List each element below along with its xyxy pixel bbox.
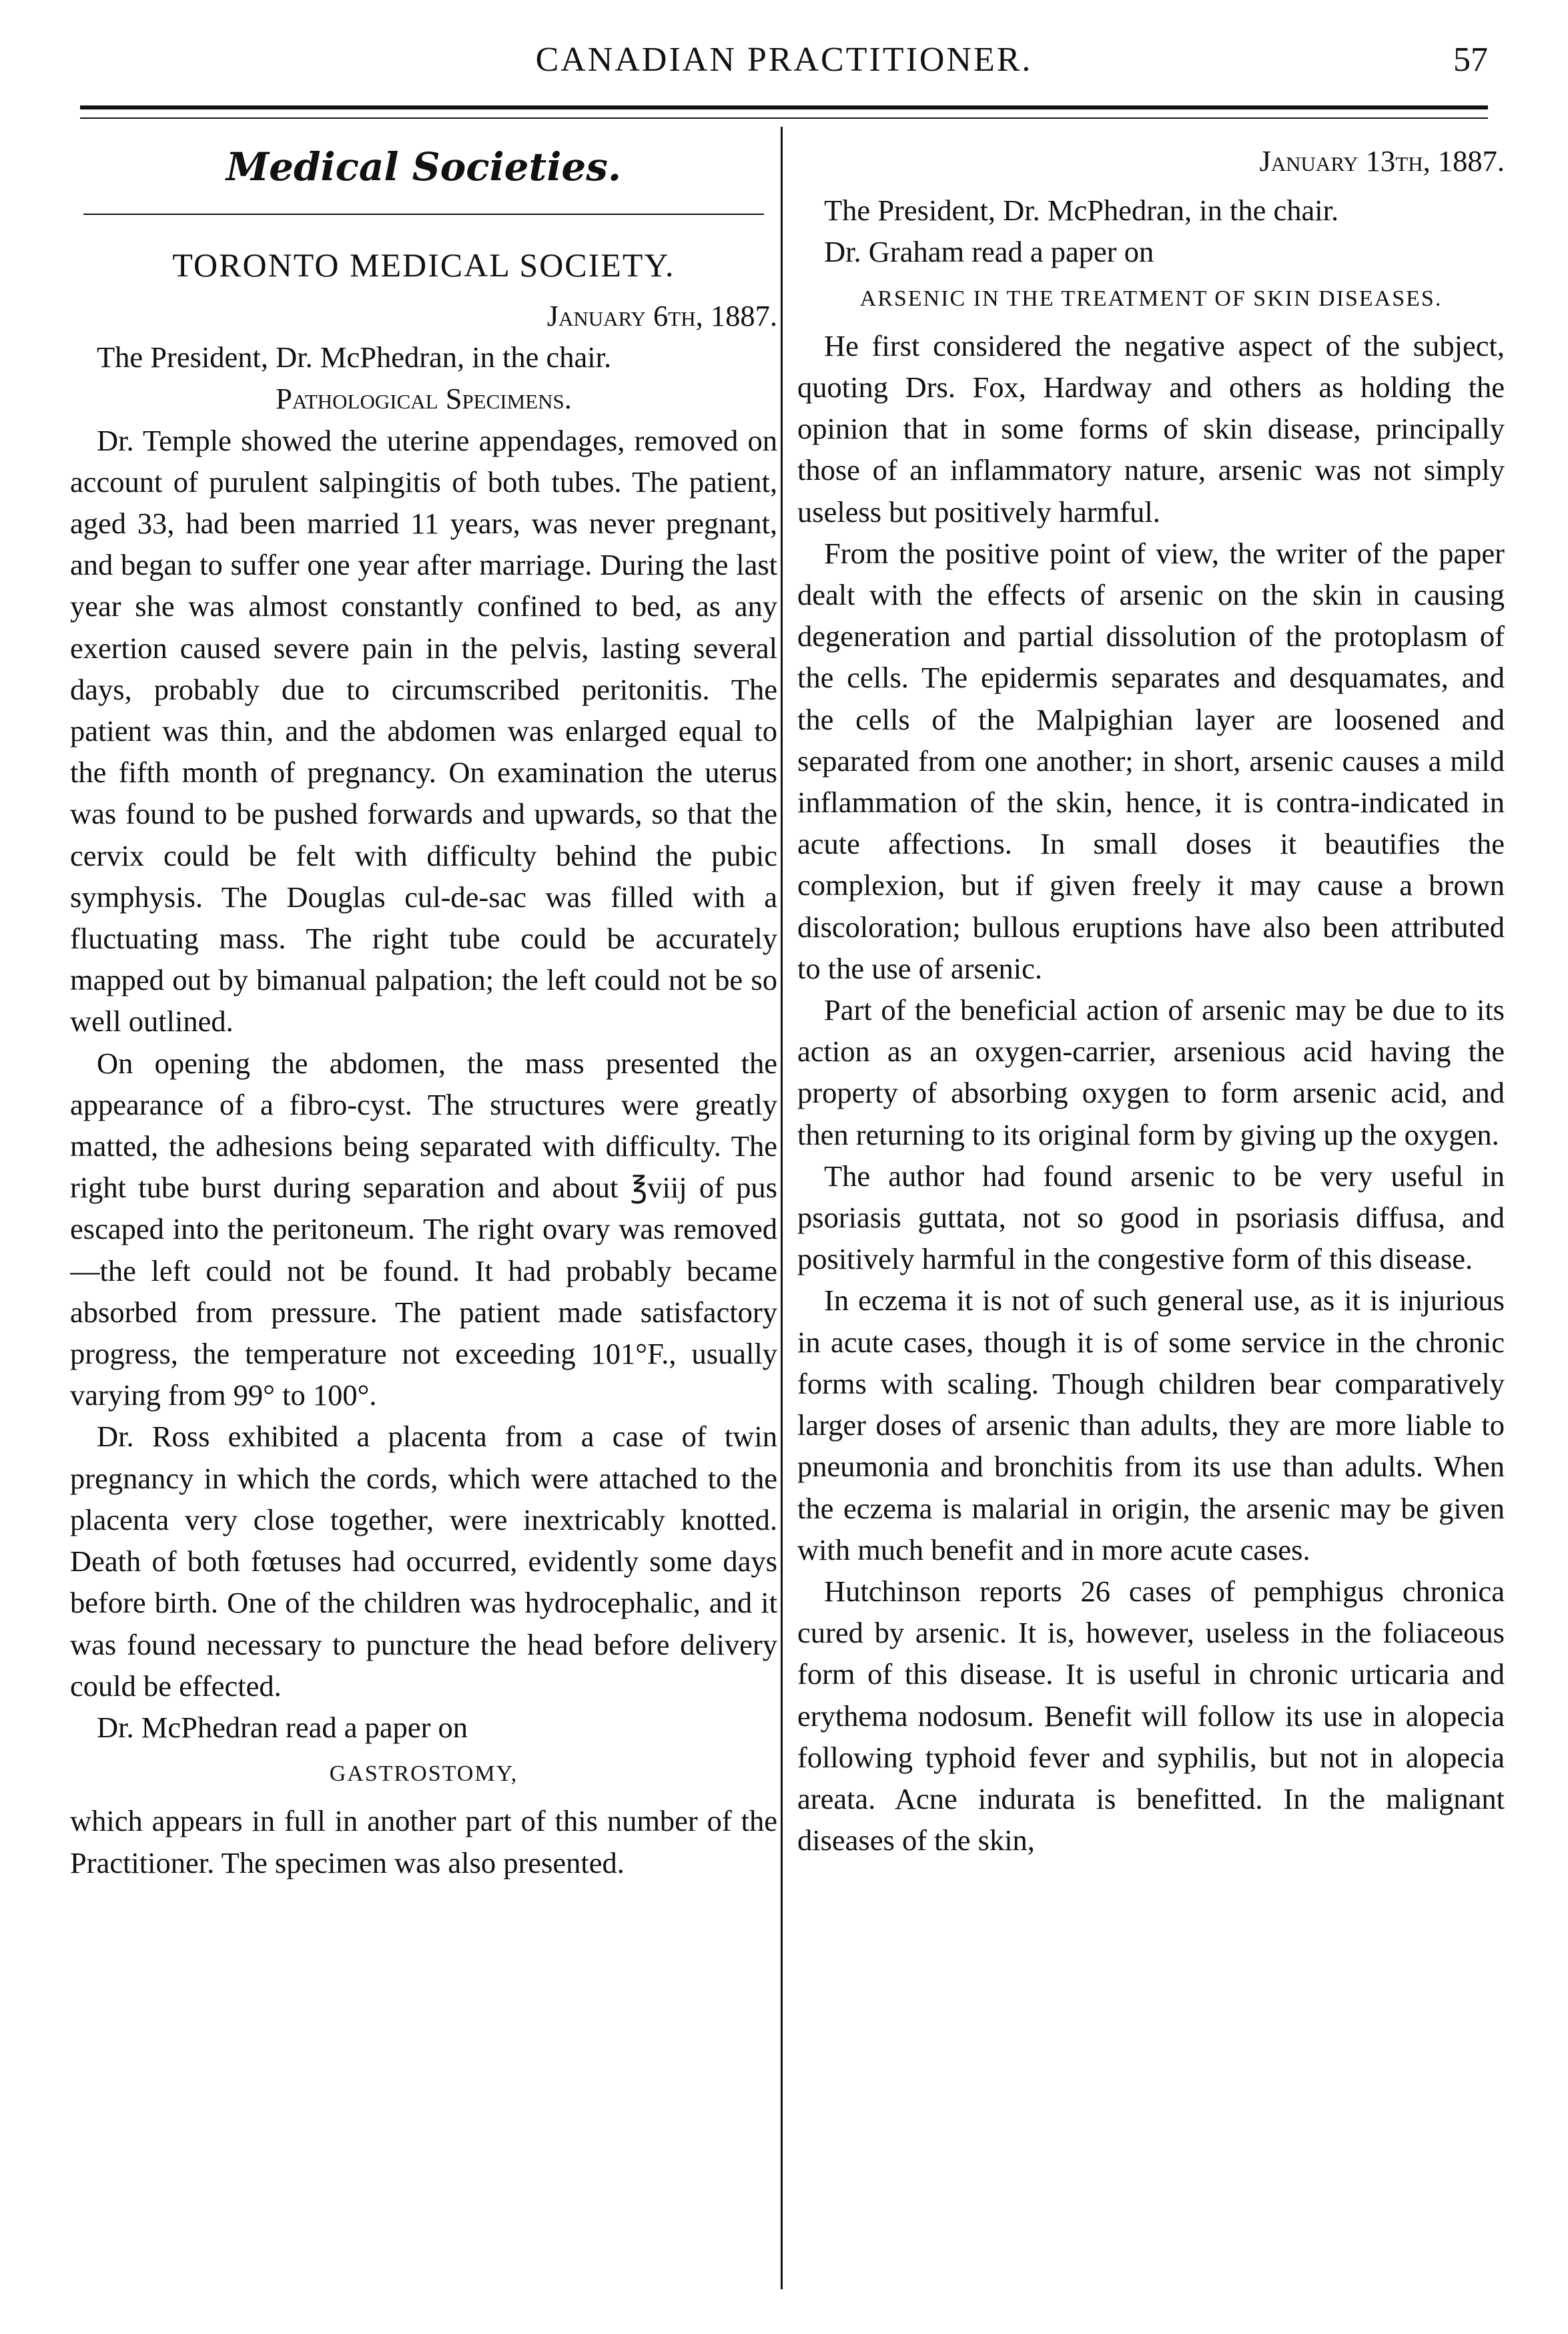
header-rule-thick	[80, 105, 1488, 109]
column-divider	[781, 127, 783, 2289]
header-rule-thin	[80, 117, 1488, 119]
paragraph-hutchinson: Hutchinson reports 26 cases of pemphigus chronica cured by arsenic. It is, however, useless in the foliaceous form of this disease. It is useful in chronic urticaria and erythema nodosum. Benefit will follow its use in alopecia following typhoid fever and syphilis, but not in alopecia areata. Acne indurata is benefitted. In the malignant diseases of the skin,	[797, 1574, 1505, 1857]
paragraph-mcphedran: Dr. McPhedran read a paper on	[97, 1710, 468, 1744]
left-column	[70, 140, 777, 2303]
page-header	[80, 20, 1488, 93]
chair-line-2: The President, Dr. McPhedran, in the chair.	[824, 194, 1339, 228]
paragraph-psoriasis: The author had found arsenic to be very useful in psoriasis guttata, not so good in psoriasis diffusa, and positively harmful in the congestive form of this disease.	[797, 1159, 1505, 1276]
society-title: TORONTO MEDICAL SOCIETY.	[172, 246, 675, 284]
meeting-date-1: January 6th, 1887.	[546, 299, 777, 332]
page-number: 57	[1453, 41, 1488, 79]
pathological-heading: Pathological Specimens.	[276, 382, 572, 416]
gastrostomy-heading: GASTROSTOMY,	[329, 1761, 518, 1787]
graham-line: Dr. Graham read a paper on	[824, 235, 1154, 269]
paragraph-ross: Dr. Ross exhibited a placenta from a case of twin pregnancy in which the cords, which were attached to the placenta very close together, were inextricably knotted. Death of both fœtuses had occurred, evidently some days before birth. One of the children was hydrocephalic, and it was found necessary to puncture the head before delivery could be effected.	[70, 1420, 777, 1703]
paragraph-temple: Dr. Temple showed the uterine appendages, removed on account of purulent salpingitis of both tubes. The patient, aged 33, had been married 11 years, was never pregnant, and began to suffer one year after marriage. During the last year she was almost constantly confined to bed, as any exertion caused severe pain in the pelvis, lasting several days, probably due to circumscribed peritonitis. The patient was thin, and the abdomen was enlarged equal to the fifth month of pregnancy. On examination the uterus was found to be pushed forwards and upwards, so that the cervix could be felt with difficulty behind the pubic symphysis. The Douglas cul-de-sac was filled with a fluctuating mass. The right tube could be accurately mapped out by bimanual palpation; the left could not be so well outlined.	[70, 423, 777, 1039]
chair-line-1: The President, Dr. McPhedran, in the chair.	[97, 340, 612, 374]
right-column	[797, 140, 1505, 2303]
section-rule	[83, 214, 764, 215]
paragraph-operation: On opening the abdomen, the mass presented the appearance of a fibro-cyst. The structures were greatly matted, the adhesions being separated with difficulty. The right tube burst during separation and about ℥viij of pus escaped into the peritoneum. The right ovary was removed—the left could not be found. It had probably became absorbed from pressure. The patient made satisfactory progress, the temperature not exceeding 101°F., usually varying from 99° to 100°.	[70, 1046, 777, 1412]
section-title: Medical Societies.	[226, 144, 622, 190]
paragraph-oxygen-carrier: Part of the beneficial action of arsenic may be due to its action as an oxygen-carrier, arsenious acid having the property of absorbing oxygen to form arsenic acid, and then returning to its original form by giving up the oxygen.	[797, 993, 1505, 1151]
paragraph-positive-view: From the positive point of view, the writer of the paper dealt with the effects of arsenic on the skin in causing degeneration and partial dissolution of the protoplasm of the cells. The epidermis separates and desquamates, and the cells of the Malpighian layer are loosened and separated from one another; in short, arsenic causes a mild inflammation of the skin, hence, it is contra-indicated in acute affections. In small doses it beautifies the complexion, but if given freely it may cause a brown discoloration; bullous eruptions have also been attributed to the use of arsenic.	[797, 536, 1505, 985]
arsenic-heading: ARSENIC IN THE TREATMENT OF SKIN DISEASES.	[859, 286, 1443, 311]
paragraph-negative-aspect: He first considered the negative aspect of the subject, quoting Drs. Fox, Hardway and others as holding the opinion that in some forms of skin disease, principally those of an inflammatory nature, arsenic was not simply useless but positively harmful.	[797, 328, 1505, 529]
meeting-date-2: January 13th, 1887.	[1259, 144, 1505, 178]
paragraph-eczema: In eczema it is not of such general use, as it is injurious in acute cases, though it is of some service in the chronic forms with scaling. Though children bear comparatively larger doses of arsenic than adults, they are more liable to pneumonia and bronchitis from its use than adults. When the eczema is malarial in origin, the arsenic may be given with much benefit and in more acute cases.	[797, 1283, 1505, 1566]
running-head: CANADIAN PRACTITIONER.	[535, 41, 1033, 79]
paragraph-gastrostomy: which appears in full in another part of this number of the Practitioner. The specimen was also presented.	[70, 1804, 777, 1879]
